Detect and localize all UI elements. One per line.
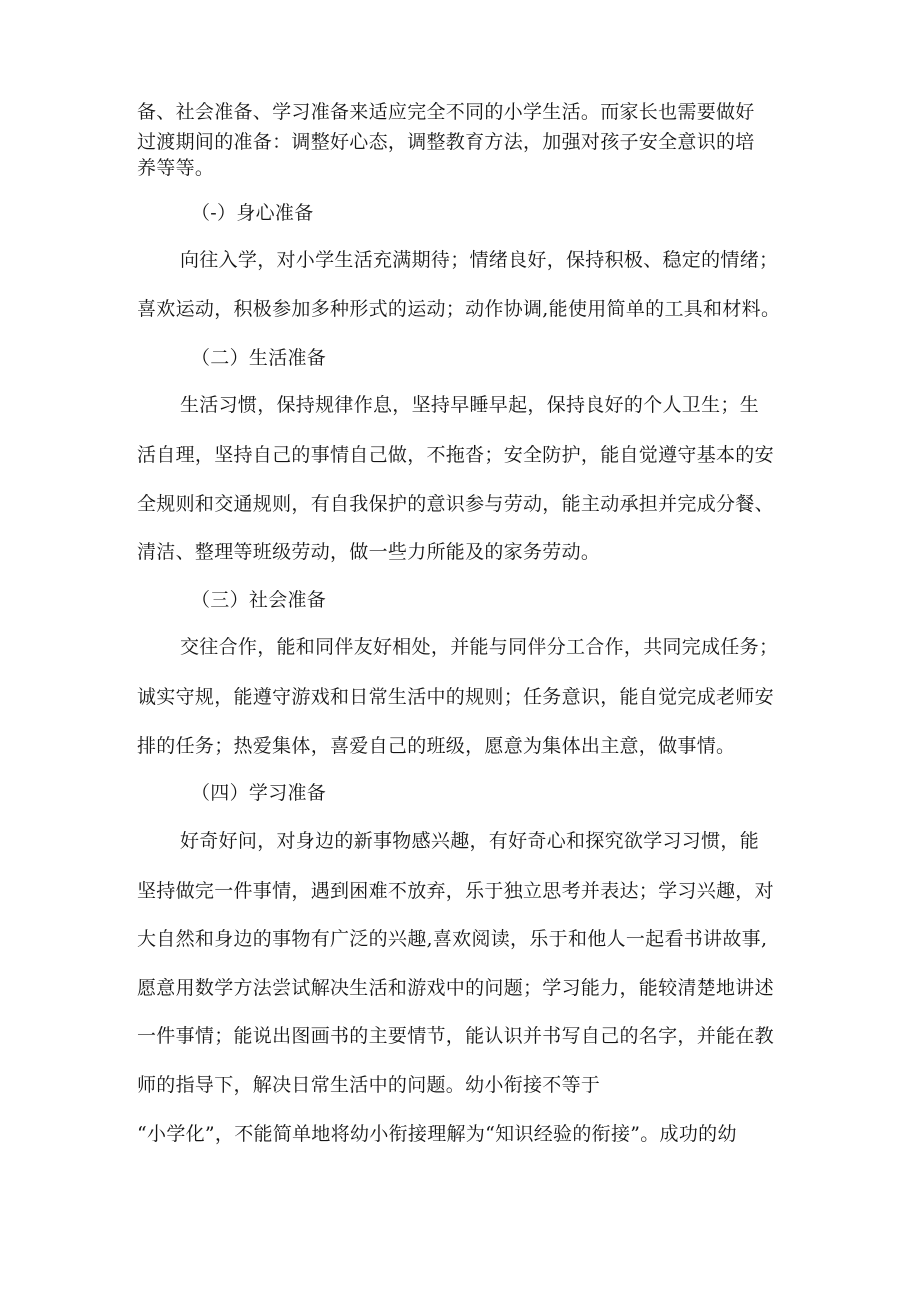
section-heading-learning: （四）学习准备 [191,782,327,804]
section-heading-social: （三）社会准备 [191,589,327,611]
text-line: 师的指导下，解决日常生活中的问题。幼小衔接不等于 [137,1074,601,1096]
text-line: 好奇好问，对身边的新事物感兴趣，有好奇心和探究欲学习习惯，能 [180,830,760,852]
text-line: 愿意用数学方法尝试解决生活和游戏中的问题；学习能力，能较清楚地讲述 [137,977,774,999]
text-line: 过渡期间的准备：调整好心态，调整教育方法，加强对孩子安全意识的培 [137,131,755,153]
text-line: 生活习惯，保持规律作息，坚持早睡早起，保持良好的个人卫生；生 [180,394,760,416]
text-line: 全规则和交通规则，有自我保护的意识参与劳动，能主动承担并完成分餐、 [137,493,774,515]
text-line: 喜欢运动，积极参加多种形式的运动；动作协调,能使用简单的工具和材料。 [137,298,781,320]
text-line: 备、社会准备、学习准备来适应完全不同的小学生活。而家长也需要做好 [137,101,755,123]
text-line: 一件事情；能说出图画书的主要情节，能认识并书写自己的名字，并能在教 [137,1025,774,1047]
text-line: 大自然和身边的事物有广泛的兴趣,喜欢阅读，乐于和他人一起看书讲故事, [137,928,768,950]
text-line: 活自理，坚持自己的事情自己做，不拖沓；安全防护，能自觉遵守基本的安 [137,444,774,466]
text-line: 向往入学，对小学生活充满期待；情绪良好，保持积极、稳定的情绪； [180,249,779,271]
text-line: 坚持做完一件事情，遇到困难不放弃，乐于独立思考并表达；学习兴趣，对 [137,880,774,902]
text-line: 养等等。 [137,157,215,179]
text-line: 诚实守规，能遵守游戏和日常生活中的规则；任务意识，能自觉完成老师安 [137,686,774,708]
section-heading-physical-mental: （-）身心准备 [191,202,314,224]
text-line: 排的任务；热爱集体，喜爱自己的班级，愿意为集体出主意，做事情。 [137,735,736,757]
section-heading-life: （二）生活准备 [191,347,327,369]
text-line: 交往合作，能和同伴友好相处，并能与同伴分工合作，共同完成任务； [180,636,779,658]
text-line: “小学化”，不能简单地将幼小衔接理解为“知识经验的衔接”。成功的幼 [137,1123,737,1145]
text-line: 清洁、整理等班级劳动，做一些力所能及的家务劳动。 [137,541,601,563]
